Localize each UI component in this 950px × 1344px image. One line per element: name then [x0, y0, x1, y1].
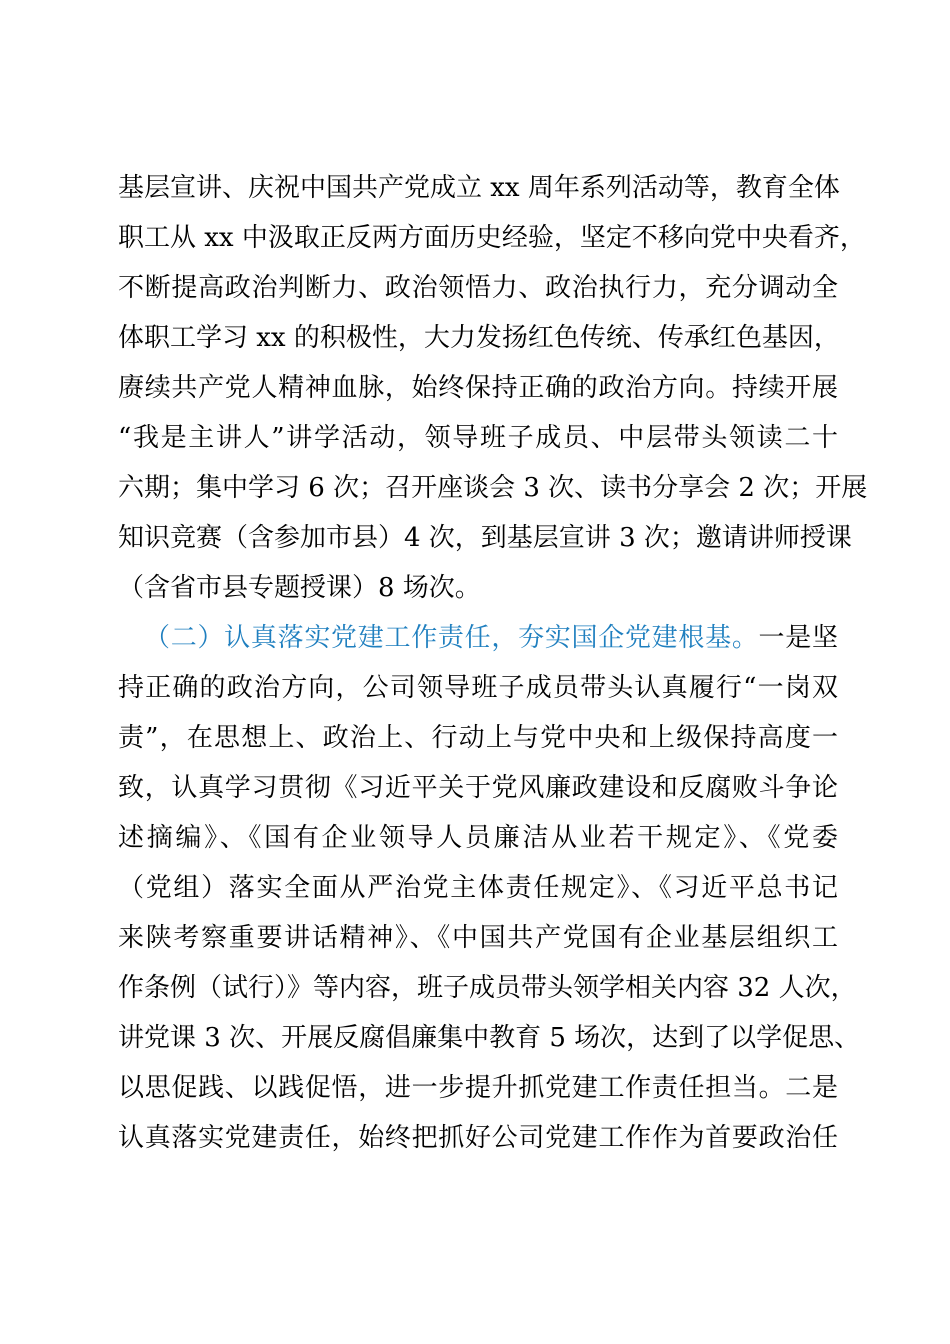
text-line: 职工从 xx 中汲取正反两方面历史经验，坚定不移向党中央看齐， — [118, 223, 866, 253]
text-line: 作条例（试行）》等内容，班子成员带头领学相关内容 32 人次， — [118, 973, 857, 1003]
section-heading-line — [144, 618, 838, 658]
text-line: 知识竞赛（含参加市县）4 次，到基层宣讲 3 次；邀请讲师授课 — [118, 523, 852, 553]
text-line: 讲党课 3 次、开展反腐倡廉集中教育 5 场次，达到了以学促思、 — [118, 1023, 861, 1053]
text-line: 认真落实党建责任，始终把抓好公司党建工作作为首要政治任 — [118, 1123, 838, 1153]
section-heading-tail: 一是坚 — [758, 623, 838, 653]
text-line: （含省市县专题授课）8 场次。 — [118, 573, 481, 603]
text-line: 来陕考察重要讲话精神》、《中国共产党国有企业基层组织工 — [118, 923, 838, 953]
text-line: 责”，在思想上、政治上、行动上与党中央和上级保持高度一 — [118, 723, 838, 753]
text-line: 赓续共产党人精神血脉，始终保持正确的政治方向。持续开展 — [118, 373, 838, 403]
text-line: 六期；集中学习 6 次；召开座谈会 3 次、读书分享会 2 次；开展 — [118, 473, 868, 503]
text-line: 以思促践、以践促悟，进一步提升抓党建工作责任担当。二是 — [118, 1073, 838, 1103]
text-line: “我是主讲人”讲学活动，领导班子成员、中层带头领读二十 — [118, 423, 838, 453]
text-line: 不断提高政治判断力、政治领悟力、政治执行力，充分调动全 — [118, 273, 838, 303]
text-line: 持正确的政治方向，公司领导班子成员带头认真履行“一岗双 — [118, 673, 838, 703]
text-line: （党组）落实全面从严治党主体责任规定》、《习近平总书记 — [118, 873, 838, 903]
text-line: 述摘编》、《国有企业领导人员廉洁从业若干规定》、《党委 — [118, 823, 838, 853]
text-line: 致，认真学习贯彻《习近平关于党风廉政建设和反腐败斗争论 — [118, 773, 838, 803]
text-line: 基层宣讲、庆祝中国共产党成立 xx 周年系列活动等，教育全体 — [118, 173, 840, 203]
text-line: 体职工学习 xx 的积极性，大力发扬红色传统、传承红色基因， — [118, 323, 840, 353]
section-heading: （二）认真落实党建工作责任，夯实国企党建根基。 — [144, 623, 759, 653]
